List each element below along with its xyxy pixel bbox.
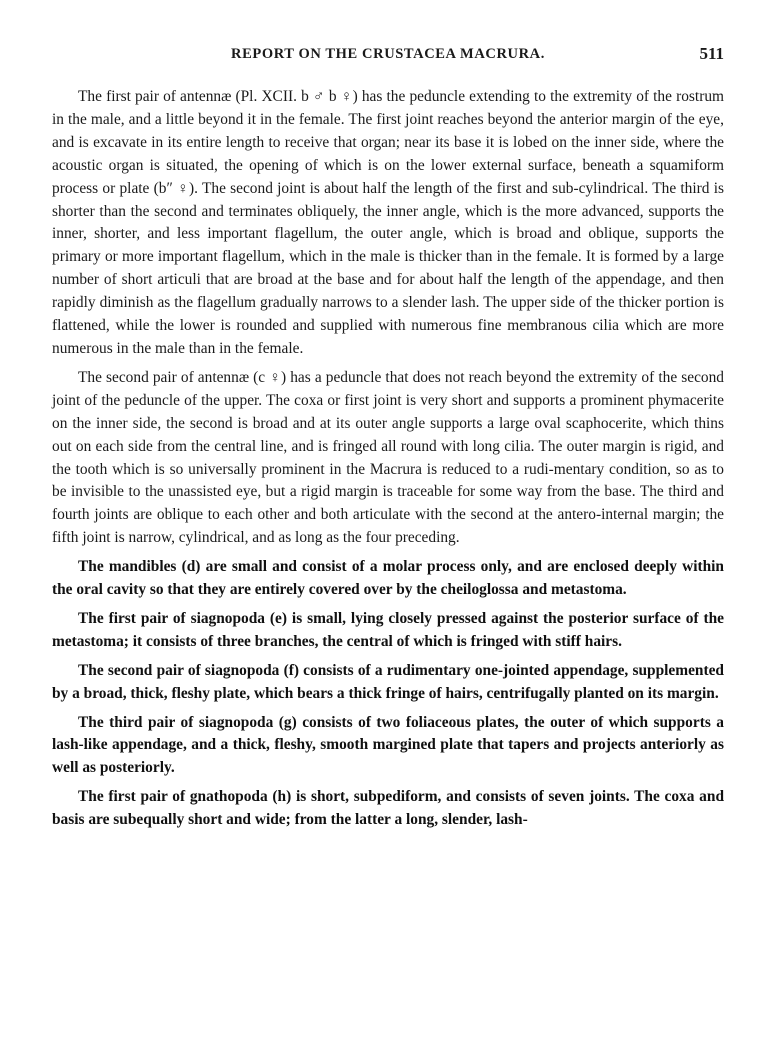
paragraph-second-siagnopoda: The second pair of siagnopoda (f) consists of a rudimentary one-jointed appendage, supplemented by a broad, thick, fleshy plate, which bears a thick fringe of hairs, centrifugally planted on its margin. <box>52 661 724 702</box>
paragraph-mandibles: The mandibles (d) are small and consist of a molar process only, and are enclosed deeply within the oral cavity so that they are entirely covered over by the cheiloglossa and metastoma. <box>52 558 724 599</box>
body-text <box>52 86 724 838</box>
paragraph-third-siagnopoda: The third pair of siagnopoda (g) consists of two foliaceous plates, the outer of which supports a lash-like appendage, and a thick, fleshy, smooth margined plate that tapers and projects anteriorly as well as posteriorly. <box>52 713 724 777</box>
paragraph-first-antennae: The first pair of antennæ (Pl. XCII. b ♂ b ♀) has the peduncle extending to the extremity of the rostrum in the male, and a little beyond it in the female. The first joint reaches beyond the anterior margin of the eye, and is excavate in its entire length to receive that organ; near its base it is lobed on the inner side, where the acoustic organ is situated, the opening of which is on the lower external surface, beneath a squamiform process or plate (b″ ♀). The second joint is about half the length of the first and sub-cylindrical. The third is shorter than the second and terminates obliquely, the inner angle, which is the more advanced, supports the inner, shorter, and less important flagellum, the outer angle, which is broad and oblique, supports the primary or more important flagellum, which in the male is thicker than in the female. It is formed by a large number of short articuli that are broad at the base and for about half the length of the appendage, and then rapidly diminish as the flagellum gradually narrows to a slender lash. The upper side of the thicker portion is flattened, while the lower is rounded and supplied with numerous fine membranous cilia which are more numerous in the male than in the female. <box>52 88 724 357</box>
paragraph-first-gnathopoda: The first pair of gnathopoda (h) is short, subpediform, and consists of seven joints. The coxa and basis are subequally short and wide; from the latter a long, slender, lash- <box>52 788 724 829</box>
paragraph-first-siagnopoda: The first pair of siagnopoda (e) is small, lying closely pressed against the posterior surface of the metastoma; it consists of three branches, the central of which is fringed with stiff hairs. <box>52 609 724 650</box>
page-header <box>52 46 724 68</box>
running-title: REPORT ON THE CRUSTACEA MACRURA. <box>231 46 545 62</box>
paragraph-second-antennae: The second pair of antennæ (c ♀) has a peduncle that does not reach beyond the extremity of the second joint of the peduncle of the upper. The coxa or first joint is very short and supports a prominent phymacerite on the inner side, the second is broad and at its outer angle supports a large oval scaphocerite, which thins out on each side from the central line, and is fringed all round with long cilia. The outer margin is rigid, and the tooth which is so universally prominent in the Macrura is reduced to a rudi-mentary condition, so as to be invisible to the unassisted eye, but a rigid margin is traceable for some way from the base. The third and fourth joints are oblique to each other and both articulate with the second at the antero-internal margin; the fifth joint is narrow, cylindrical, and as long as the four preceding. <box>52 368 724 547</box>
page-number: 511 <box>699 44 724 63</box>
